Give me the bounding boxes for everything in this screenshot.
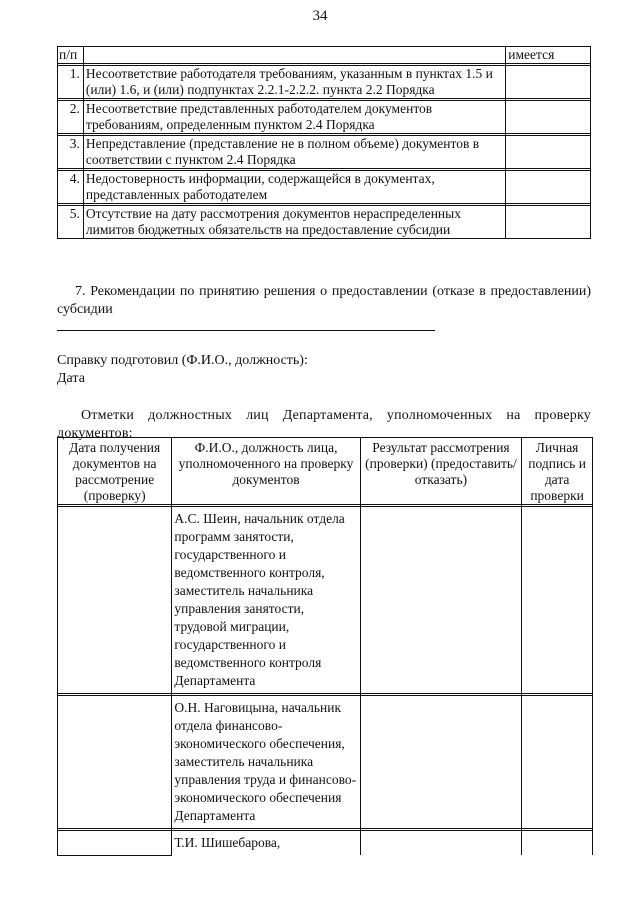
criteria-row-value[interactable] <box>506 171 591 204</box>
criteria-row-num: 3. <box>58 136 84 169</box>
official-name: А.С. Шеин, начальник отдела программ занятости, государственного и ведомственного контроля, заместитель начальника управления занятости, трудовой миграции, государственного и ведомственного контроля Департамента <box>172 507 360 694</box>
criteria-row <box>58 101 591 134</box>
criteria-row-text: Отсутствие на дату рассмотрения документов нераспределенных лимитов бюджетных обязательств на предоставление субсидии <box>83 206 505 239</box>
criteria-row <box>58 171 591 204</box>
official-signature-cell[interactable] <box>522 831 593 856</box>
official-name: Т.И. Шишебарова, <box>172 831 360 856</box>
recommendations-line[interactable] <box>57 330 435 331</box>
criteria-row <box>58 136 591 169</box>
criteria-row-num: 4. <box>58 171 84 204</box>
official-result-cell[interactable] <box>360 507 522 694</box>
official-date-cell[interactable] <box>58 696 172 829</box>
recommendations-text: 7. Рекомендации по принятию решения о предоставлении (отказе в предоставлении) субсидии <box>57 284 591 317</box>
header-date-received: Дата получения документов на рассмотрение (проверку) <box>58 438 172 505</box>
marks-text: Отметки должностных лиц Департамента, уполномоченных на проверку документов: <box>57 408 591 441</box>
page-number: 34 <box>312 8 328 24</box>
official-date-cell[interactable] <box>58 507 172 694</box>
criteria-row-value[interactable] <box>506 206 591 239</box>
criteria-row-num: 5. <box>58 206 84 239</box>
criteria-row-num: 2. <box>58 101 84 134</box>
criteria-header-num: п/п <box>58 47 84 64</box>
criteria-row-text: Несоответствие представленных работодателем документов требованиям, определенным пунктом 2.4 Порядка <box>83 101 505 134</box>
official-row <box>58 507 593 694</box>
criteria-row <box>58 66 591 99</box>
criteria-table <box>57 46 591 239</box>
criteria-row-num: 1. <box>58 66 84 99</box>
header-official-name: Ф.И.О., должность лица, уполномоченного на проверку документов <box>172 438 360 505</box>
date-label: Дата <box>57 371 85 386</box>
criteria-header-row <box>58 47 591 64</box>
criteria-row <box>58 206 591 239</box>
official-date-cell[interactable] <box>58 831 172 856</box>
criteria-row-text: Недостоверность информации, содержащейся в документах, представленных работодателем <box>83 171 505 204</box>
official-signature-cell[interactable] <box>522 507 593 694</box>
criteria-row-text: Непредставление (представление не в полном объеме) документов в соответствии с пунктом 2.4 Порядка <box>83 136 505 169</box>
criteria-header-text <box>83 47 505 64</box>
criteria-row-value[interactable] <box>506 136 591 169</box>
official-name: О.Н. Наговицына, начальник отдела финансово-экономического обеспечения, заместитель начальника управления труда и финансово-экономического обеспечения Департамента <box>172 696 360 829</box>
header-signature: Личная подпись и дата проверки <box>522 438 593 505</box>
criteria-header-value: имеется <box>506 47 591 64</box>
criteria-row-text: Несоответствие работодателя требованиям, указанным в пунктах 1.5 и (или) 1.6, и (или) подпунктах 2.2.1-2.2.2. пункта 2.2 Порядка <box>83 66 505 99</box>
officials-header-row <box>58 438 593 505</box>
officials-table <box>57 437 593 856</box>
header-result: Результат рассмотрения (проверки) (предоставить/отказать) <box>360 438 522 505</box>
prepared-block <box>57 352 591 388</box>
official-row <box>58 696 593 829</box>
official-row <box>58 831 593 856</box>
criteria-row-value[interactable] <box>506 101 591 134</box>
official-result-cell[interactable] <box>360 696 522 829</box>
official-result-cell[interactable] <box>360 831 522 856</box>
official-signature-cell[interactable] <box>522 696 593 829</box>
criteria-row-value[interactable] <box>506 66 591 99</box>
prepared-by-label: Справку подготовил (Ф.И.О., должность): <box>57 353 308 368</box>
